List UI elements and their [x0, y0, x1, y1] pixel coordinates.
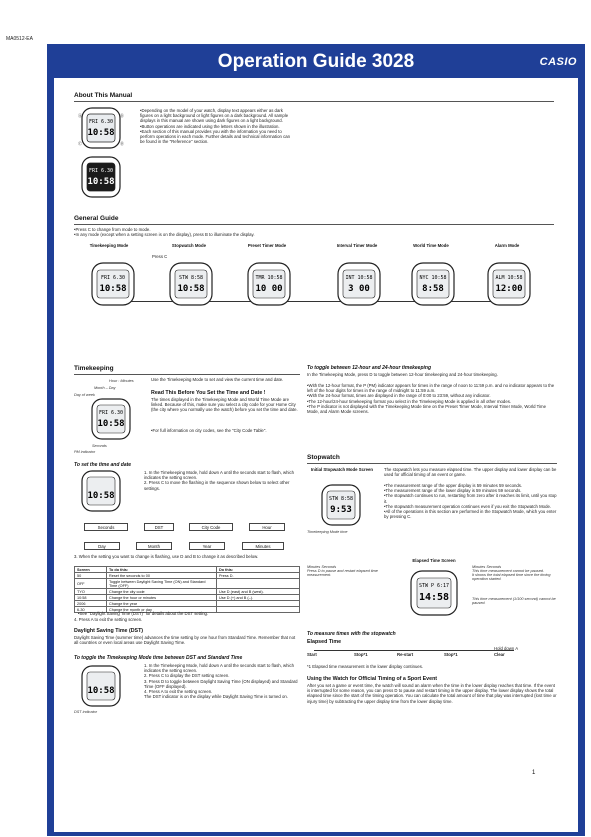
mode-label-interval-timer: Interval Timer Mode	[336, 243, 378, 248]
stopwatch-initial-watch	[316, 482, 366, 528]
mode-label-timekeeping: Timekeeping Mode	[89, 243, 129, 248]
stopwatch-elapsed-top: STW P 6:17	[418, 583, 450, 589]
set-watch-time: 10:58	[87, 491, 115, 501]
table-cell: 6-30	[75, 607, 107, 613]
timekeeping-watch	[86, 396, 136, 442]
about-bullet: • Each section of this manual provides you with the information you need to perform operations in each mode. Further details and technical information can be found in the "Reference" section.	[140, 129, 290, 145]
read-bullet: • For full information on city codes, see the "City Code Table".	[151, 428, 299, 433]
svg-text:Ⓓ: Ⓓ	[120, 113, 124, 118]
mode-display-top: ALM 10:58	[495, 275, 523, 281]
about-watch-dark-time: 10:58	[87, 177, 115, 187]
about-bullet: • Button operations are indicated using the letters shown in the illustration.	[140, 124, 290, 129]
mode-display-top: TMR 10:58	[255, 275, 283, 281]
seq-dst: DST	[144, 523, 174, 531]
after-bullet: • See "Daylight Saving Time (DST)" for details about the DST setting.	[78, 611, 298, 616]
mode-display-top: FRI 6.30	[100, 275, 126, 281]
general-bullet: • In any mode (except when a setting screen is on the display), press B to illuminate the display.	[74, 232, 374, 237]
about-title: About This Manual	[74, 92, 133, 99]
table-cell: Reset the seconds to 00	[107, 573, 217, 579]
stopwatch-bullets	[384, 483, 559, 519]
toggle-step: 2. Press C to display the DST setting screen.	[144, 673, 230, 679]
label-day-of-week: Day of week	[74, 393, 95, 397]
mode-label-world-time: World Time Mode	[413, 243, 449, 248]
brand-logo: CASIO	[539, 56, 577, 68]
seq-year: Year	[189, 542, 225, 550]
dst-indicator-label: DST indicator	[74, 710, 98, 714]
set-step: 2. Press C to move the flashing in the sequence shown below to select other settings.	[144, 480, 290, 491]
about-watch-dark	[76, 154, 126, 200]
settings-table	[74, 566, 300, 613]
left-notes	[307, 565, 387, 577]
seq-day: Day	[84, 542, 120, 550]
elapsed-label: Elapsed Time	[307, 639, 342, 645]
stopwatch-elapsed-main: 14:58	[418, 592, 450, 603]
label-seconds: Seconds	[92, 444, 107, 448]
timekeeping-rule	[74, 374, 300, 375]
table-cell: Change the hour or minutes	[107, 595, 217, 601]
seq-seconds: Seconds	[84, 523, 128, 531]
read-bullet-wrap	[151, 428, 299, 433]
mode-display-main: 10 00	[255, 284, 283, 294]
footnote: *1 Elapsed time measurement in the lower display continues.	[307, 664, 424, 669]
mode-watch-preset-timer	[240, 260, 298, 308]
right-note: It shows the total elapsed time since the timing operation started.	[472, 573, 551, 581]
flow-stop-2: Stop*1	[444, 652, 458, 657]
measure-title: To measure times with the stopwatch	[307, 631, 396, 637]
mode-watch-alarm	[480, 260, 538, 308]
stopwatch-bullet: • All of the operations in this section are performed in the Stopwatch Mode, which you enter by pressing C.	[384, 509, 559, 519]
table-cell: Change the city code	[107, 589, 217, 595]
right-note: This time measurement cannot be paused.	[472, 569, 544, 573]
stopwatch-bullet: • The stopwatch measurement operation continues even if you exit the Stopwatch Mode.	[384, 504, 559, 509]
table-cell	[217, 579, 300, 589]
timekeeping-intro: Use the Timekeeping Mode to set and view the current time and date.	[151, 377, 284, 382]
mode-display-main: 12:00	[495, 284, 523, 294]
read-title: Read This Before You Set the Time and Date !	[151, 390, 266, 396]
table-cell: 10:58	[75, 595, 107, 601]
hour24-title: To toggle between 12-hour and 24-hour timekeeping	[307, 365, 431, 371]
toggle-steps	[144, 663, 299, 699]
stopwatch-bullet: • The measurement range of the lower display is 59 minutes 59 seconds.	[384, 488, 559, 493]
page-number: 1	[532, 770, 536, 776]
flow-clear: Clear	[494, 652, 505, 657]
table-cell: Use D (east) and B (west).	[217, 589, 300, 595]
stopwatch-initial-main: 9:53	[330, 505, 352, 515]
mode-label-alarm: Alarm Mode	[494, 243, 520, 248]
set-steps	[144, 470, 299, 491]
elapsed-screen-label: Elapsed Time Screen	[412, 558, 456, 563]
flow-stop-1: Stop*1	[354, 652, 368, 657]
after-bullet-wrap	[78, 611, 298, 616]
mode-watch-interval-timer	[330, 260, 388, 308]
label-hour-minutes: Hour : Minutes	[109, 379, 134, 383]
table-cell: Toggle between Daylight Saving Time (ON) and Standard Time (OFF)	[107, 579, 217, 589]
toggle-step: 3. Press D to toggle between Daylight Saving Time (ON displayed) and Standard Time (OFF displayed).	[144, 678, 298, 689]
left-note: Press D to pause and restart elapsed time measurement.	[307, 569, 378, 577]
svg-text:Ⓑ: Ⓑ	[120, 141, 124, 146]
set-watch	[76, 468, 126, 514]
set-step: 1. In the Timekeeping Mode, hold down A until the seconds start to flash, which indicates the setting screen.	[144, 470, 295, 481]
stopwatch-intro: The stopwatch lets you measure elapsed time. The upper display and lower display can be used for official timing of an event or game.	[384, 467, 557, 478]
hour24-bullets	[307, 383, 557, 414]
general-rule	[74, 224, 554, 225]
timekeeping-title: Timekeeping	[74, 365, 114, 372]
seq-city-code: City Code	[189, 523, 233, 531]
toggle-step: 1. In the Timekeeping Mode, hold down A until the seconds start to flash, which indicates the setting screen.	[144, 663, 295, 674]
hour24-bullet: • The 12-hour/24-hour timekeeping format you select in the Timekeeping Mode is applied in all other modes.	[307, 399, 557, 404]
dst-watch-time: 10:58	[87, 686, 115, 696]
table-header: Screen	[75, 567, 107, 573]
about-bullets	[140, 108, 290, 144]
timekeeping-watch-time: 10:58	[97, 419, 125, 429]
label-month-day: Month – Day	[94, 386, 116, 390]
seq-month: Month	[136, 542, 172, 550]
hour24-bullet: • With the 24-hour format, times are displayed in the range of 0:00 to 23:59, without any indicator.	[307, 393, 557, 398]
read-text: The times displayed in the Timekeeping Mode and World Time Mode are linked. Because of this, make sure you select a city code for your Home City (the city where you normally use the watch) before you set the time and date.	[151, 397, 298, 413]
set-title: To set the time and date	[74, 462, 132, 468]
general-title: General Guide	[74, 215, 119, 222]
mode-display-top: STW 8:58	[178, 275, 204, 281]
hour24-text: In the Timekeeping Mode, press D to toggle between 12-hour timekeeping and 24-hour timekeeping.	[307, 372, 498, 377]
measure-flow-line	[314, 650, 514, 651]
official-title: Using the Watch for Official Timing of a Sport Event	[307, 676, 438, 682]
table-cell: 50	[75, 573, 107, 579]
seq-minutes: Minutes	[242, 542, 284, 550]
dst-title: Daylight Saving Time (DST)	[74, 628, 144, 634]
table-cell: TYO	[75, 589, 107, 595]
hour24-bullet: • With the 12-hour format, the P (PM) indicator appears for times in the range of noon to 11:59 p.m. and no indicator appears to the left of the hour digits for times in the range of midnight to 11:59 a.m.	[307, 383, 557, 393]
right-notes	[472, 565, 562, 605]
mode-watch-stopwatch	[162, 260, 220, 308]
initial-screen-label: Initial Stopwatch Mode Screen	[310, 467, 374, 472]
mode-display-main: 3 00	[348, 284, 370, 294]
mode-display-top: INT 10:58	[345, 275, 373, 281]
press-c-label: Press C	[152, 254, 168, 259]
table-header: To do this:	[107, 567, 217, 573]
table-header: Do this:	[217, 567, 300, 573]
toggle-step: The DST indicator is on the display while Daylight Saving Time is turned on.	[144, 694, 288, 700]
about-watch-time: 10:58	[87, 128, 115, 138]
page-frame	[47, 44, 585, 836]
seq-hour: Hour	[249, 523, 285, 531]
manual-page	[54, 78, 578, 832]
official-text: After you set a game or event time, the watch will sound an alarm when the time in the lower display reaches that time. If the event is interrupted for some reason, you can press D to pause and restart timing in the upper display. The lower display shows the total elapsed time since the start of the timing operation. You can calculate the total amount of time that play was interrupted (lost time or injury time) by subtracting the upper display time from the lower display time.	[307, 683, 557, 704]
stopwatch-title: Stopwatch	[307, 454, 340, 461]
table-cell: Change the year	[107, 601, 217, 607]
page-title: Operation Guide 3028	[217, 51, 415, 72]
right-note: This time measurement (1/100 second) cannot be paused.	[472, 597, 556, 605]
dst-text: Daylight Saving Time (summer time) advances the time setting by one hour from Standard Time. Remember that not all countries or even local areas use Daylight Saving Time.	[74, 635, 296, 646]
table-row	[75, 579, 300, 589]
step-4: 4. Press A to exit the setting screen.	[74, 617, 143, 622]
label-pm-indicator: PM indicator	[74, 450, 96, 454]
table-cell: Use D (+) and B (–).	[217, 595, 300, 601]
about-watch-dark-date: FRI 6.30	[88, 168, 114, 174]
toggle-title: To toggle the Timekeeping Mode time between DST and Standard Time	[74, 655, 243, 661]
toggle-step: 4. Press A to exit the setting screen.	[144, 689, 213, 695]
timekeeping-watch-date: FRI 6.30	[98, 410, 124, 416]
stopwatch-initial-top: STW 8:58	[328, 496, 354, 502]
mode-watch-timekeeping	[84, 260, 142, 308]
flow-restart: Re-start	[397, 652, 414, 657]
dst-watch	[76, 663, 126, 709]
general-bullet: • Press C to change from mode to mode.	[74, 227, 374, 232]
mode-watch-world-time	[404, 260, 462, 308]
stopwatch-elapsed-watch	[404, 568, 464, 618]
table-cell: 2006	[75, 601, 107, 607]
flow-hold-down: Hold down A	[494, 646, 519, 651]
right-note: Minutes Seconds	[472, 565, 502, 569]
mode-display-main: 10:58	[177, 284, 205, 294]
mode-display-top: NYC 10:58	[419, 275, 447, 281]
general-bullets	[74, 227, 374, 237]
table-cell: Press D.	[217, 573, 300, 579]
stopwatch-bullet: • The stopwatch continues to run, restarting from zero after it reaches its limit, until you stop it.	[384, 493, 559, 503]
step-3: 3. When the setting you want to change is flashing, use D and B to change it as described below.	[74, 554, 259, 559]
about-watch-date: FRI 6.30	[88, 119, 114, 125]
about-rule	[74, 101, 554, 102]
table-cell: OFF	[75, 579, 107, 589]
flow-start: Start	[307, 652, 317, 657]
stopwatch-rule	[307, 463, 557, 464]
svg-text:Ⓐ: Ⓐ	[78, 113, 82, 118]
doc-code: MA0512-EA	[6, 36, 33, 42]
hour24-bullet: • The P indicator is not displayed with the Timekeeping Mode time on the Preset Timer Mode, Interval Timer Mode, World Time Mode, and Alarm Mode screens.	[307, 404, 557, 414]
mode-label-preset-timer: Preset Timer Mode	[247, 243, 287, 248]
stopwatch-bullet: • The measurement range of the upper display is 59 minutes 59 seconds.	[384, 483, 559, 488]
svg-text:Ⓒ: Ⓒ	[78, 141, 82, 146]
mode-display-main: 8:58	[422, 284, 444, 294]
about-bullet: • Depending on the model of your watch, display text appears either as dark figures on a light background or light figures on a dark background. All sample displays in this manual are shown using dark figures on a light background.	[140, 108, 290, 124]
mode-display-main: 10:58	[99, 284, 127, 294]
left-note: Minutes Seconds	[307, 565, 337, 569]
table-cell: Change the month or day	[107, 607, 217, 613]
mode-time-label: Timekeeping Mode time	[307, 530, 348, 534]
mode-label-stopwatch: Stopwatch Mode	[171, 243, 207, 248]
about-watch-light	[76, 105, 126, 151]
